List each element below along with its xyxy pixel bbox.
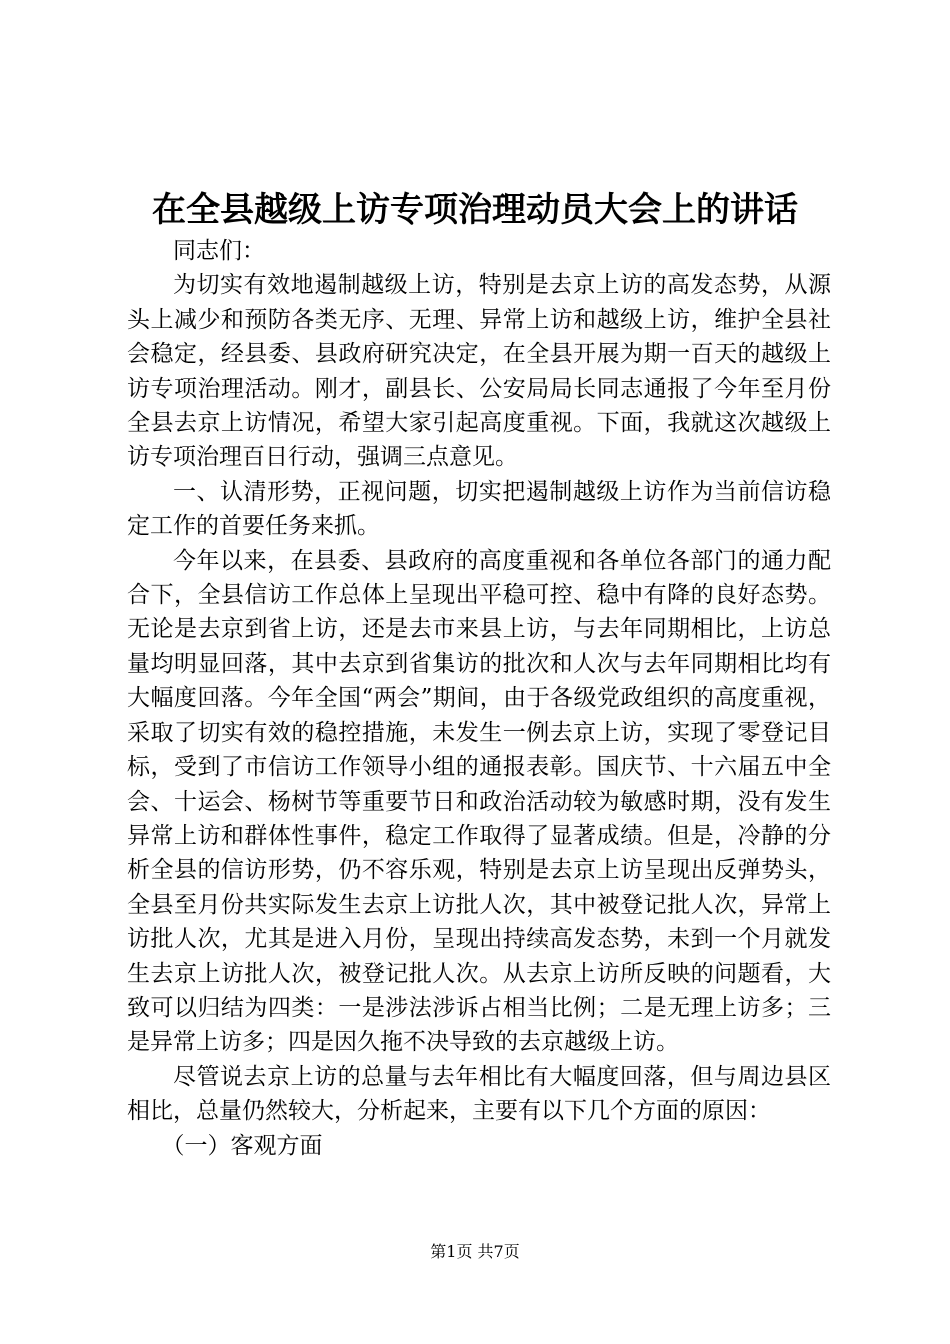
salutation: 同志们：	[173, 238, 265, 264]
paragraph-reasons: 尽管说去京上访的总量与去年相比有大幅度回落，但与周边县区相比，总量仍然较大，分析起来，主要有以下几个方面的原因：	[127, 1063, 831, 1125]
section-heading-1: 一、认清形势，正视问题，切实把遏制越级上访作为当前信访稳定工作的首要任务来抓。	[127, 478, 831, 540]
document-body	[127, 234, 831, 1163]
subheading-objective: （一）客观方面	[161, 1132, 323, 1159]
document-title: 在全县越级上访专项治理动员大会上的讲话	[152, 190, 798, 230]
paragraph-situation: 今年以来，在县委、县政府的高度重视和各单位各部门的通力配合下，全县信访工作总体上呈现出平稳可控、稳中有降的良好态势。无论是去京到省上访，还是去市来县上访，与去年同期相比，上访总量均明显回落，其中去京到省集访的批次和人次与去年同期相比均有大幅度回落。今年全国“两会”期间，由于各级党政组织的高度重视，采取了切实有效的稳控措施，未发生一例去京上访，实现了零登记目标，受到了市信访工作领导小组的通报表彰。国庆节、十六届五中全会、十运会、杨树节等重要节日和政治活动较为敏感时期，没有发生异常上访和群体性事件，稳定工作取得了显著成绩。但是，冷静的分析全县的信访形势，仍不容乐观，特别是去京上访呈现出反弹势头，全县至月份共实际发生去京上访批人次，其中被登记批人次，异常上访批人次，尤其是进入月份，呈现出持续高发态势，未到一个月就发生去京上访批人次，被登记批人次。从去京上访所反映的问题看，大致可以归结为四类：一是涉法涉诉占相当比例；二是无理上访多；三是异常上访多；四是因久拖不决导致的去京越级上访。	[127, 547, 831, 1056]
paragraph-intro: 为切实有效地遏制越级上访，特别是去京上访的高发态势，从源头上减少和预防各类无序、无理、异常上访和越级上访，维护全县社会稳定，经县委、县政府研究决定，在全县开展为期一百天的越级上访专项治理活动。刚才，副县长、公安局局长同志通报了今年至月份全县去京上访情况，希望大家引起高度重视。下面，我就这次越级上访专项治理百日行动，强调三点意见。	[127, 272, 831, 471]
page-number-footer: 第1页 共7页	[430, 1242, 520, 1261]
